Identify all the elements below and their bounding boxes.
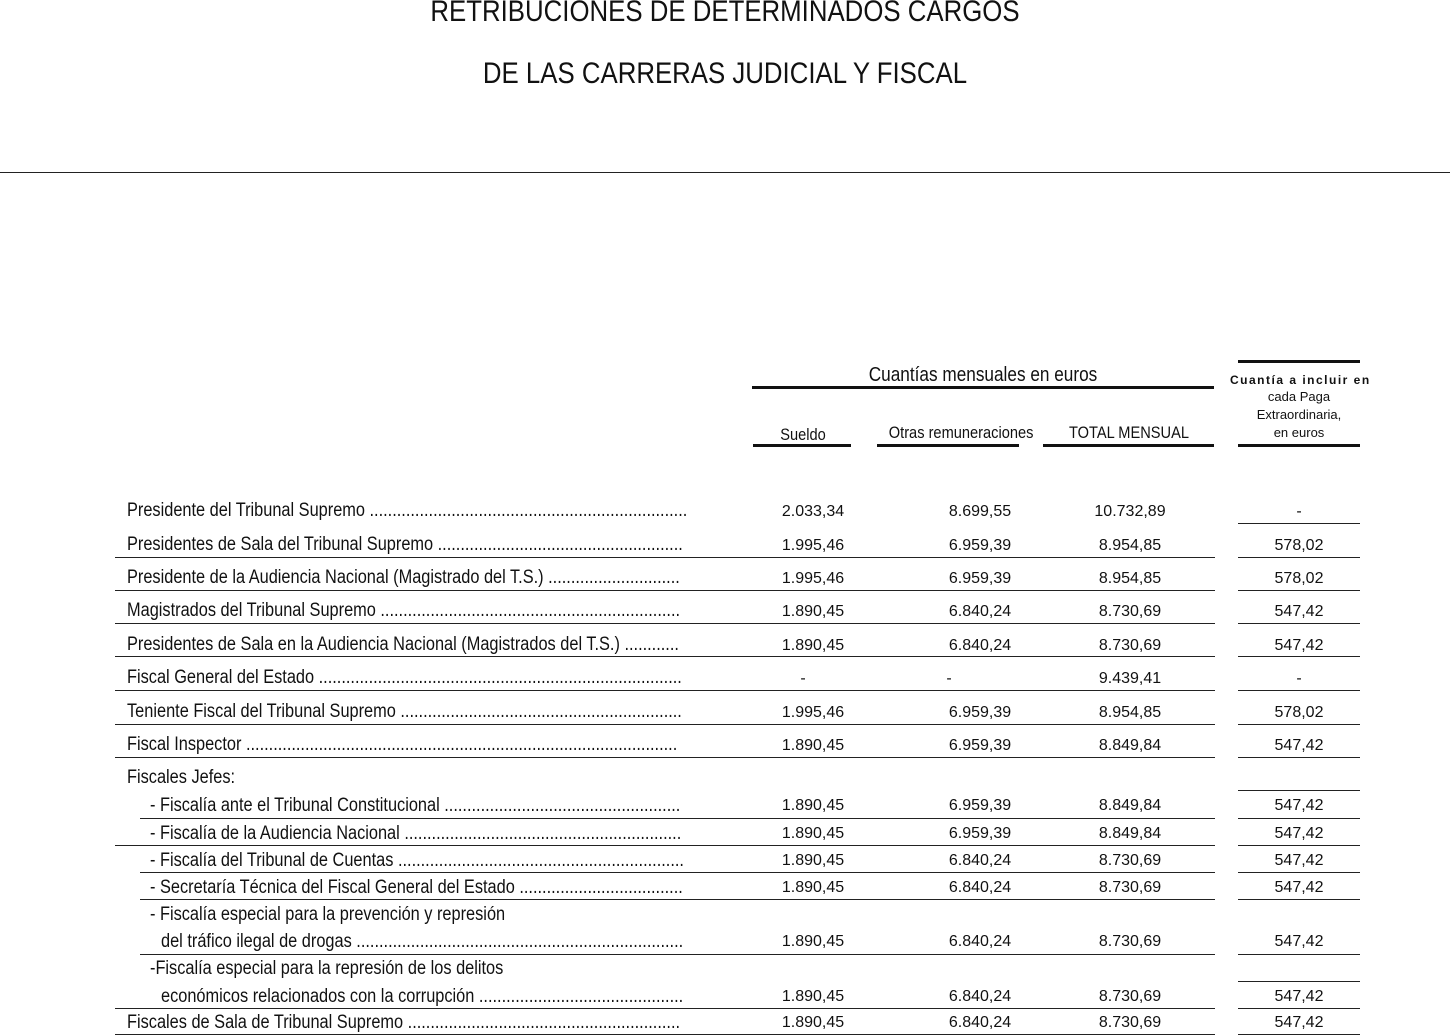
cell-paga: 547,42 — [1274, 879, 1324, 896]
cell-total: 8.730,69 — [1098, 1014, 1162, 1031]
row-divider — [1238, 899, 1360, 900]
cell-total: 8.730,69 — [1098, 637, 1162, 654]
row-divider — [115, 557, 1215, 558]
cell-otras: 6.840,24 — [948, 879, 1012, 896]
row-label: Fiscales de Sala de Tribunal Supremo ............................................................ — [127, 1012, 681, 1033]
row-divider — [1238, 724, 1360, 725]
row-divider — [115, 1008, 1215, 1009]
row-divider — [1238, 757, 1360, 758]
header-paga-line4: en euros — [1273, 425, 1325, 440]
cell-paga: 547,42 — [1274, 933, 1324, 950]
cell-sueldo: 1.890,45 — [781, 879, 845, 896]
row-label: Fiscal Inspector ............................................................................................... — [127, 734, 678, 755]
row-divider — [1238, 1008, 1360, 1009]
cell-total: 8.849,84 — [1098, 737, 1162, 754]
cell-sueldo: 1.890,45 — [781, 603, 845, 620]
header-otras-remuneraciones: Otras remuneraciones — [888, 423, 1034, 442]
cell-otras: 6.840,24 — [948, 603, 1012, 620]
cell-sueldo: - — [800, 670, 806, 687]
row-divider — [1238, 557, 1360, 558]
row-divider — [1238, 818, 1360, 819]
row-divider — [115, 623, 1215, 624]
row-divider — [1238, 981, 1360, 982]
row-divider — [1238, 656, 1360, 657]
row-divider — [140, 818, 1215, 819]
cell-otras: 6.840,24 — [948, 637, 1012, 654]
multi-row-label-line2: del tráfico ilegal de drogas ........................................................................ — [161, 931, 684, 952]
cell-sueldo: 1.995,46 — [781, 704, 845, 721]
cell-otras: 6.840,24 — [948, 852, 1012, 869]
cell-paga: 547,42 — [1274, 637, 1324, 654]
cell-otras: 8.699,55 — [948, 503, 1012, 520]
row-label: Presidente de la Audiencia Nacional (Magistrado del T.S.) ............................. — [127, 567, 680, 588]
cell-total: 8.730,69 — [1098, 933, 1162, 950]
row-divider — [115, 724, 1215, 725]
multi-row-label-line1: - Fiscalía especial para la prevención y represión — [150, 904, 506, 925]
cell-otras: 6.959,39 — [948, 825, 1012, 842]
cell-sueldo: 1.890,45 — [781, 933, 845, 950]
row-divider — [115, 845, 1215, 846]
header-underline-total — [1043, 444, 1214, 447]
cell-total: 8.849,84 — [1098, 825, 1162, 842]
cell-sueldo: 1.890,45 — [781, 825, 845, 842]
cell-paga: 547,42 — [1274, 825, 1324, 842]
document-title-line2: DE LAS CARRERAS JUDICIAL Y FISCAL — [482, 57, 968, 90]
row-label: Presidentes de Sala en la Audiencia Nacional (Magistrados del T.S.) ............ — [127, 634, 679, 655]
multi-row-label-line2: económicos relacionados con la corrupción ............................................. — [161, 986, 684, 1007]
cell-otras: 6.959,39 — [948, 570, 1012, 587]
row-divider — [1238, 872, 1360, 873]
cell-otras: 6.840,24 — [948, 1014, 1012, 1031]
cell-paga: 547,42 — [1274, 737, 1324, 754]
row-divider — [115, 590, 1215, 591]
header-divider — [0, 172, 1450, 173]
cell-otras: 6.959,39 — [948, 537, 1012, 554]
cell-paga: 578,02 — [1274, 570, 1324, 587]
cell-total: 8.954,85 — [1098, 570, 1162, 587]
sub-row-label: - Fiscalía de la Audiencia Nacional ............................................................. — [150, 823, 682, 844]
cell-paga: - — [1296, 670, 1302, 687]
cell-paga: 547,42 — [1274, 797, 1324, 814]
header-sueldo: Sueldo — [780, 425, 826, 444]
row-divider — [1238, 954, 1360, 955]
cell-sueldo: 1.890,45 — [781, 988, 845, 1005]
row-divider — [115, 656, 1215, 657]
row-divider — [115, 690, 1215, 691]
row-divider — [1238, 845, 1360, 846]
sub-row-label: - Fiscalía ante el Tribunal Constitucional .................................................... — [150, 795, 681, 816]
header-underline-otras — [877, 444, 1019, 447]
row-divider — [115, 757, 1215, 758]
header-cuantias-mensuales: Cuantías mensuales en euros — [868, 364, 1098, 386]
row-divider — [140, 954, 1215, 955]
row-label: Teniente Fiscal del Tribunal Supremo .............................................................. — [127, 701, 682, 722]
cell-paga: 547,42 — [1274, 988, 1324, 1005]
group-label-fiscales-jefes: Fiscales Jefes: — [127, 767, 236, 788]
cell-otras: - — [946, 670, 952, 687]
cell-total: 9.439,41 — [1098, 670, 1162, 687]
header-paga-line2: cada Paga — [1267, 389, 1331, 404]
cell-total: 10.732,89 — [1094, 503, 1166, 520]
cell-otras: 6.959,39 — [948, 704, 1012, 721]
header-paga-line1: Cuantía a incluir en — [1230, 373, 1371, 387]
row-label: Presidente del Tribunal Supremo ...................................................................... — [127, 500, 688, 521]
cell-sueldo: 1.995,46 — [781, 570, 845, 587]
multi-row-label-line1: -Fiscalía especial para la represión de los delitos — [150, 958, 504, 979]
row-label: Fiscal General del Estado ................................................................................ — [127, 667, 682, 688]
cell-otras: 6.840,24 — [948, 933, 1012, 950]
cell-sueldo: 1.890,45 — [781, 1014, 845, 1031]
header-underline-paga — [1238, 444, 1360, 447]
cell-sueldo: 1.995,46 — [781, 537, 845, 554]
row-label: Presidentes de Sala del Tribunal Supremo ...................................................... — [127, 534, 683, 555]
row-divider — [1238, 1034, 1360, 1035]
cell-paga: 578,02 — [1274, 704, 1324, 721]
row-divider — [140, 899, 1215, 900]
header-total-mensual: TOTAL MENSUAL — [1069, 423, 1189, 442]
row-divider — [1238, 590, 1360, 591]
row-divider — [1238, 523, 1360, 524]
cell-total: 8.730,69 — [1098, 603, 1162, 620]
cell-paga: 547,42 — [1274, 1014, 1324, 1031]
header-paga-line3: Extraordinaria, — [1256, 407, 1342, 422]
cell-sueldo: 1.890,45 — [781, 737, 845, 754]
cell-otras: 6.840,24 — [948, 988, 1012, 1005]
cell-sueldo: 2.033,34 — [781, 503, 845, 520]
cell-total: 8.954,85 — [1098, 704, 1162, 721]
row-divider — [1238, 623, 1360, 624]
row-divider — [115, 1034, 1215, 1035]
header-underline-sueldo — [753, 444, 851, 447]
cell-total: 8.954,85 — [1098, 537, 1162, 554]
sub-row-label: - Fiscalía del Tribunal de Cuentas ............................................................... — [150, 850, 684, 871]
cell-total: 8.730,69 — [1098, 879, 1162, 896]
row-divider — [1238, 790, 1360, 791]
row-divider — [140, 872, 1215, 873]
document-title-line1: RETRIBUCIONES DE DETERMINADOS CARGOS — [430, 0, 1020, 28]
cell-total: 8.730,69 — [1098, 988, 1162, 1005]
header-overline-paga — [1238, 360, 1360, 363]
cell-sueldo: 1.890,45 — [781, 797, 845, 814]
cell-paga: 578,02 — [1274, 537, 1324, 554]
cell-total: 8.730,69 — [1098, 852, 1162, 869]
cell-sueldo: 1.890,45 — [781, 637, 845, 654]
cell-paga: - — [1296, 503, 1302, 520]
cell-paga: 547,42 — [1274, 603, 1324, 620]
cell-otras: 6.959,39 — [948, 797, 1012, 814]
sub-row-label: - Secretaría Técnica del Fiscal General del Estado .................................... — [150, 877, 683, 898]
row-divider — [1238, 690, 1360, 691]
row-label: Magistrados del Tribunal Supremo .................................................................. — [127, 600, 681, 621]
cell-paga: 547,42 — [1274, 852, 1324, 869]
header-underline-cuantias — [752, 386, 1214, 389]
cell-otras: 6.959,39 — [948, 737, 1012, 754]
cell-total: 8.849,84 — [1098, 797, 1162, 814]
cell-sueldo: 1.890,45 — [781, 852, 845, 869]
